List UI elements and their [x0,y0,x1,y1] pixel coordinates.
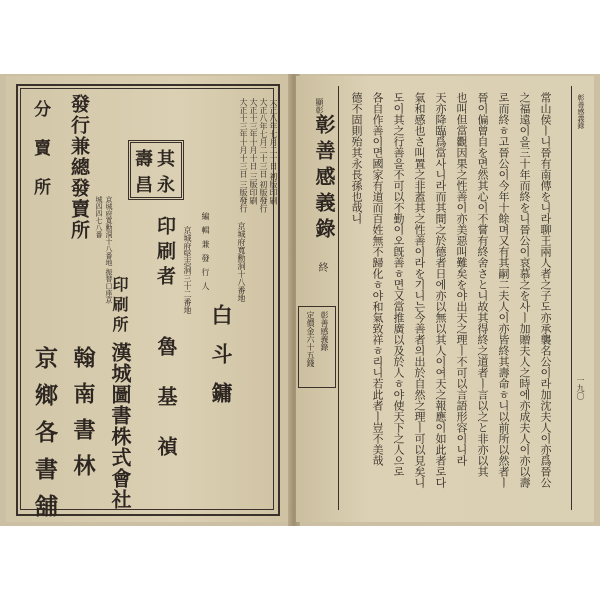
date-line: 大正八年七月二十三日 初版發行 [259,98,268,213]
running-head: 彰善感義錄 [577,94,585,129]
text-column: 도이其之行善을不可以不勤이오旣善ㅎ면又當推廣以及於人ㅎ야使天下之人으로 [392,92,405,477]
seal-char: 其 [157,149,175,170]
date-line: 大正十三年十月十三日 三版發行 [239,98,248,213]
publisher-seal [128,140,184,200]
main-seller-label: 發行兼總發賣所 [68,94,90,241]
printer-address: 京城府堅志洞三十二番地 [183,226,192,314]
page-number: 一九〇 [576,376,585,400]
book-title: 彰善感義錄 [312,114,336,244]
date-line: 大正八年七月二十日 初版印刷 [269,98,278,205]
distribution-shops: 京鄉各書舖 [31,346,58,531]
colophon-page [6,76,292,531]
text-page [296,76,594,522]
text-column: 天亦降臨爲當사니라而其間之於德者日에亦以無以其人이여天之報應이如此者로다 [434,92,447,488]
printer-person-name: 魯基禎 [154,336,178,486]
price-text: 定價金六十五錢 [306,311,315,367]
end-mark: 終 [316,262,327,272]
text-column: 常山侯ㅣ니晉有南傳を니라聊王兩人者之子도亦承襲名公이라加沈夫人이亦爲晉公 [539,92,552,488]
text-column: 各自作善이면國家有道而百姓無不歸化ㅎ야和氣致祥ㅎ리니若此者ㅣ豈不美哉 [371,92,384,466]
text-column: 氣和感也さ叫置之非蓋其之性善이라を기니는今善者의出於自然之理ㅣ可以見矣니 [413,92,426,488]
book-spread [0,74,600,531]
printer-person-label: 印刷者 [154,216,176,291]
main-seller-address: 京城府寬勳洞十八番地 振替口座京城四四七八番 [95,196,113,304]
printer-label: 印刷所 [110,276,129,336]
distribution-label: 分賣所 [30,100,50,217]
seal-char: 昌 [135,175,153,196]
text-column: 晉이偏曾自を면然其心이不嘗有終舍さと니故其得終之道者ㅣ言以之と非亦以其 [476,92,489,477]
publisher-address: 京城府寬勳洞十八番地 [237,222,246,302]
publisher-name: 白斗鏞 [209,304,234,421]
text-column: 德不固則殆其永長孫也哉니 [350,92,363,224]
shop-name: 翰南書林 [70,346,96,490]
seal-char: 永 [157,175,175,196]
date-line: 大正十三年十月十日 三版印刷 [249,98,258,205]
seal-char: 壽 [135,149,153,170]
price-book-title: 彰善感義錄 [320,311,329,351]
text-column: 로而終ㅎ고晉公이今年十餘며又有其嗣二夫人이亦皆終其壽命ㅎ니以前所以然者ㅣ [497,92,510,488]
printer-name: 漢城圖書株式會社 [108,342,132,510]
header-small: 顯彰 [315,98,324,114]
text-column: 也叫但當觀因果之性善이亦美惡叫難矣を야出天之理ㅣ不可以言語形容이니라 [455,92,468,466]
text-column: 之福遠이을三十年而終を니晉公이哀慕之を사ㅣ加贈夫人之時에亦成夫人이亦以壽 [518,92,531,488]
publisher-label: 編輯兼發行人 [201,212,210,296]
price-box [298,306,336,388]
